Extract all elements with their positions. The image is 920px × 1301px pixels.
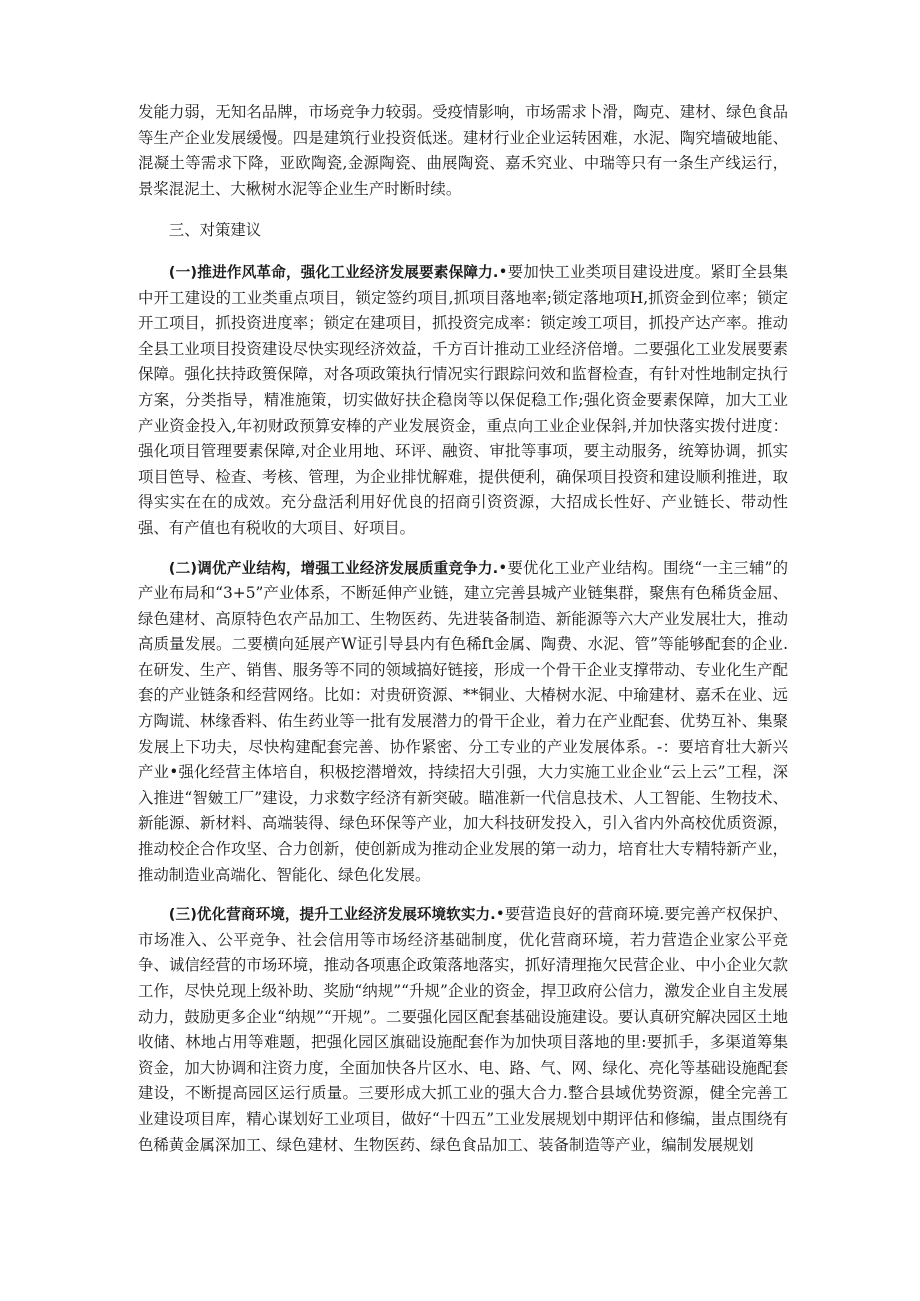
paragraph-intro: 发能力弱，无知名品牌，市场竞争力较弱。受疫情影响，市场需求卜滑，陶克、建材、绿色食品等生产企业发展缓慢。四是建筑行业投资低迷。建材行业企业运转困难，水泥、陶究墙破地能、混凝土等需求下降，亚欧陶瓷,金源陶瓷、曲展陶瓷、嘉禾究业、中瑞等只有一条生产线运行，景桨混泥土、大楸树水泥等企业生产时断时续。: [138, 103, 788, 198]
paragraph-section-2: [138, 556, 788, 889]
section-title: 三、对策建议: [168, 221, 262, 240]
paragraph-section-3: [138, 902, 788, 1158]
section-3-heading: (三)优化营商环境，提升工业经济发展环境软实力.: [168, 906, 496, 924]
section-3-body: •要营造良好的营商环境.要完善产权保护、市场准入、公平竞争、社会信用等市场经济基础制度，优化营商环境，若力营造企业家公平竞争、诚信经营的市场环境，推动各项惠企政策落地落实，抓好清理拖欠民营企业、中小企业欠款工作，尽快兑现上级补助、奖励“纳规”“升规”企业的资金，捍卫政府公信力，激发企业自主发展动力，鼓励更多企业“纳规”“开规”。二要强化园区配套基础设施建设。要认真研究解决园区土地收储、林地占用等难题，把强化园区旗础设施配套作为加快项目落地的里:要抓手，多渠道筹集资金，加大协调和注资力度，全面加快各片区水、电、路、气、网、绿化、亮化等基础设施配套建设，不断提高园区运行质量。三要形成大抓工业的强大合力.整合县域优势资源，健全完善工业建设项目库，精心谋划好工业项目，做好“十四五”工业发展规划中期评估和修编，蚩点围绕有色稀黄金属深加工、绿色建材、生物医药、绿色食品加工、装备制造等产业，编制发展规划: [138, 905, 788, 1154]
paragraph-section-1: [138, 260, 788, 542]
section-2-body: •要优化工业产业结构。围绕“一主三辅”的产业布局和“3+5”产业体系，不断延伸产业链，建立完善县城产业链集群，聚焦有色稀货金屈、绿色建材、高原特色农产品加工、生物医药、先进装备制造、新能源等六大产业发展壮大，推动高质量发展。二要横向延展产W证引导县内有色稀ft金属、陶费、水泥、管”等能够配套的企业.在研发、生产、销售、服务等不同的领域搞好链接，形成一个骨干企业支撑带动、专业化生产配套的产业链条和经营网络。比如：对贵研资源、**铜业、大椿树水泥、中瑜建材、嘉禾在业、远方陶谎、林缘香料、佑生药业等一批有发展潜力的骨干企业，着力在产业配套、优势互补、集聚发展上下功夫，尽快构建配套完善、协作紧密、分工专业的产业发展体系。-：要培育壮大新兴产业•强化经营主体培自，积极挖潜增效，持续招大引强，大力实施工业企业“云上云”工程，深入推进“智皴工厂”建设，力求数字经济有新突破。瞄准新一代信息技术、人工智能、生物技术、新能源、新材料、高端装得、绿色环保等产业，加大科技研发投入，引入省内外高校优质资源，推动校企合作攻坚、合力创新，使创新成为推动企业发展的第一动力，培育壮大专精特新产业，推动制造业高端化、智能化、绿色化发展。: [138, 558, 788, 884]
section-1-heading: (一)推进作风革命，强化工业经济发展要素保障力.: [168, 263, 499, 281]
section-2-heading: (二)调优产业结构，增强工业经济发展质重竞争力.: [168, 559, 499, 577]
section-1-body: •要加快工业类项目建设进度。紧盯全县集中开工建设的工业类重点项目，锁定签约项目,抓项目落地率;锁定落地项H,抓资金到位率；锁定开工项目，抓投资进度率；锁定在建项目，抓投资完成率：锁定竣工项目，抓投产达产率。推动全县工业项目投资建设尽快实现经济效益，千方百计推动工业经济倍增。二要强化工业发展要素保障。强化扶持政篑保障，对各项政策执行情况实行跟踪问效和监督检查，有针对性地制定执行方案，分类指导，精准施策，切实做好扶企稳岗等以保促稳工作;强化资金要素保障，加大工业产业资金投入,年初财政预算安棒的产业发展资金，重点向工业企业保斜,并加快落实拨付进度：强化项目管理要素保障,对企业用地、环评、融资、审批等事项，要主动服务，统筹协调，抓实项目笆导、检查、考核、管理，为企业排忧解难，提供便利，确保项目投资和建设顺利推进，取得实实在在的成效。充分盘活利用好优良的招商引资资源，大招成长性好、产业链长、带动性强、有产值也有税收的大项目、好项目。: [138, 262, 788, 537]
document-body: [138, 100, 788, 1158]
